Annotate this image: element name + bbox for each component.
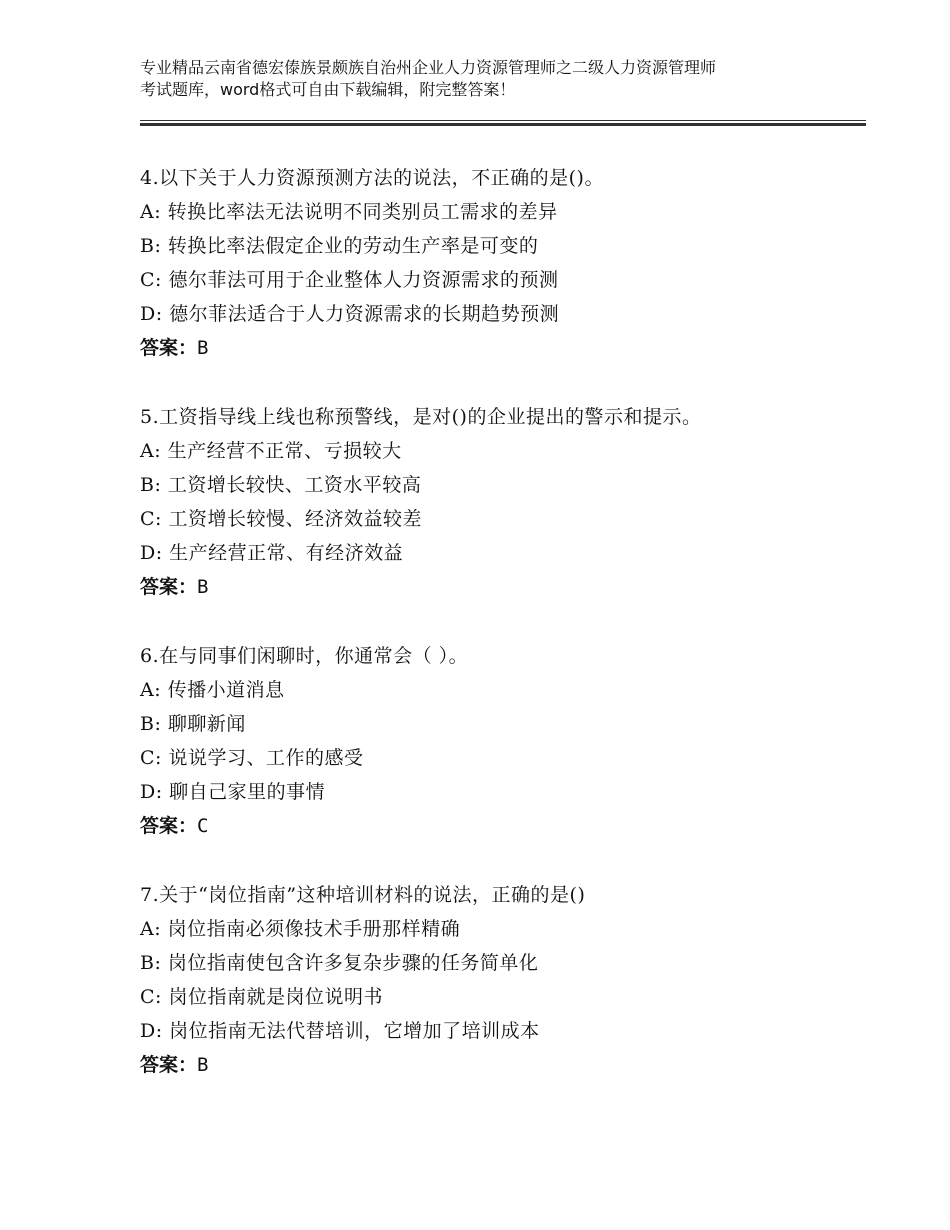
question-stem: 6.在与同事们闲聊时，你通常会（ ）。 [140, 645, 469, 667]
answer-label: 答案： [140, 337, 198, 359]
option-d: D: 岗位指南无法代替培训，它增加了培训成本 [140, 1020, 540, 1042]
option-b: B: 聊聊新闻 [140, 713, 246, 735]
answer-label: 答案： [140, 815, 198, 837]
document-header [140, 57, 830, 101]
option-b: B: 转换比率法假定企业的劳动生产率是可变的 [140, 235, 539, 257]
option-c: C: 工资增长较慢、经济效益较差 [140, 508, 422, 530]
question-block [140, 400, 860, 604]
option-b: B: 岗位指南使包含许多复杂步骤的任务简单化 [140, 952, 539, 974]
option-b: B: 工资增长较快、工资水平较高 [140, 474, 422, 496]
option-a: A: 生产经营不正常、亏损较大 [140, 440, 402, 462]
answer-line [140, 570, 860, 604]
option-a: A: 转换比率法无法说明不同类别员工需求的差异 [140, 201, 558, 223]
header-divider-thin [140, 120, 866, 121]
answer-line [140, 331, 860, 365]
answer-line [140, 1048, 860, 1082]
question-block [140, 878, 860, 1082]
question-stem: 5.工资指导线上线也称预警线，是对()的企业提出的警示和提示。 [140, 406, 702, 428]
answer-value: B [197, 576, 209, 598]
answer-value: B [197, 337, 209, 359]
answer-label: 答案： [140, 1054, 198, 1076]
header-divider-thick [140, 123, 866, 126]
answer-value: B [197, 1054, 209, 1076]
option-d: D: 德尔菲法适合于人力资源需求的长期趋势预测 [140, 303, 560, 325]
question-stem: 4.以下关于人力资源预测方法的说法，不正确的是()。 [140, 167, 604, 189]
option-a: A: 传播小道消息 [140, 679, 285, 701]
option-d: D: 聊自己家里的事情 [140, 781, 326, 803]
option-c: C: 岗位指南就是岗位说明书 [140, 986, 383, 1008]
option-d: D: 生产经营正常、有经济效益 [140, 542, 404, 564]
option-a: A: 岗位指南必须像技术手册那样精确 [140, 918, 461, 940]
answer-line [140, 809, 860, 843]
answer-value: C [197, 815, 209, 837]
header-title-line-1: 专业精品云南省德宏傣族景颇族自治州企业人力资源管理师之二级人力资源管理师 [140, 58, 717, 77]
question-stem: 7.关于“岗位指南”这种培训材料的说法，正确的是() [140, 884, 586, 906]
question-block [140, 639, 860, 843]
answer-label: 答案： [140, 576, 198, 598]
option-c: C: 说说学习、工作的感受 [140, 747, 364, 769]
header-title-line-2: 考试题库，word格式可自由下载编辑，附完整答案！ [140, 80, 516, 99]
question-block [140, 161, 860, 365]
option-c: C: 德尔菲法可用于企业整体人力资源需求的预测 [140, 269, 559, 291]
